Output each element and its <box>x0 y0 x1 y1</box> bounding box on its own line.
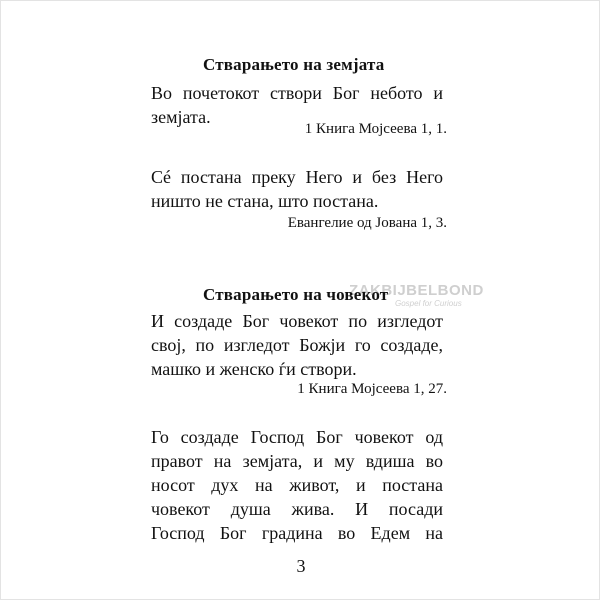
section-heading-creation-of-earth: Стварањето на земјата <box>203 55 385 74</box>
verse-reference: 1 Книга Мојсеева 1, 1. <box>304 121 447 137</box>
verse-line: носот дух на живот, и постана <box>151 475 443 495</box>
verse-line: земјата. <box>151 107 211 127</box>
section-heading-creation-of-man: Стварањето на човекот <box>203 285 389 304</box>
watermark-tagline: Gospel for Curious <box>395 299 462 308</box>
verse-reference: 1 Книга Мојсеева 1, 27. <box>297 381 447 397</box>
verse-line: Го создаде Господ Бог човекот од <box>151 427 443 447</box>
verse-line: машко и женско ѓи створи. <box>151 359 357 379</box>
verse-line: ништо не стана, што постана. <box>151 191 379 211</box>
verse-line: свој, по изгледот Божји го создаде, <box>151 335 443 355</box>
verse-line: Сé постана преку Него и без Него <box>151 167 443 187</box>
page-number: 3 <box>296 556 306 576</box>
verse-line: Господ Бог градина во Едем на <box>151 523 443 543</box>
verse-line: И создаде Бог човекот по изгледот <box>151 311 443 331</box>
verse-reference: Евангелие од Јована 1, 3. <box>287 215 447 231</box>
watermark-brand: ZAKBIJBELBOND <box>349 282 484 299</box>
verse-line: Во почетокот створи Бог небото и <box>151 83 443 103</box>
verse-line: правот на земјата, и му вдиша во <box>151 451 443 471</box>
verse-line: човекот душа жива. И посади <box>151 499 443 519</box>
